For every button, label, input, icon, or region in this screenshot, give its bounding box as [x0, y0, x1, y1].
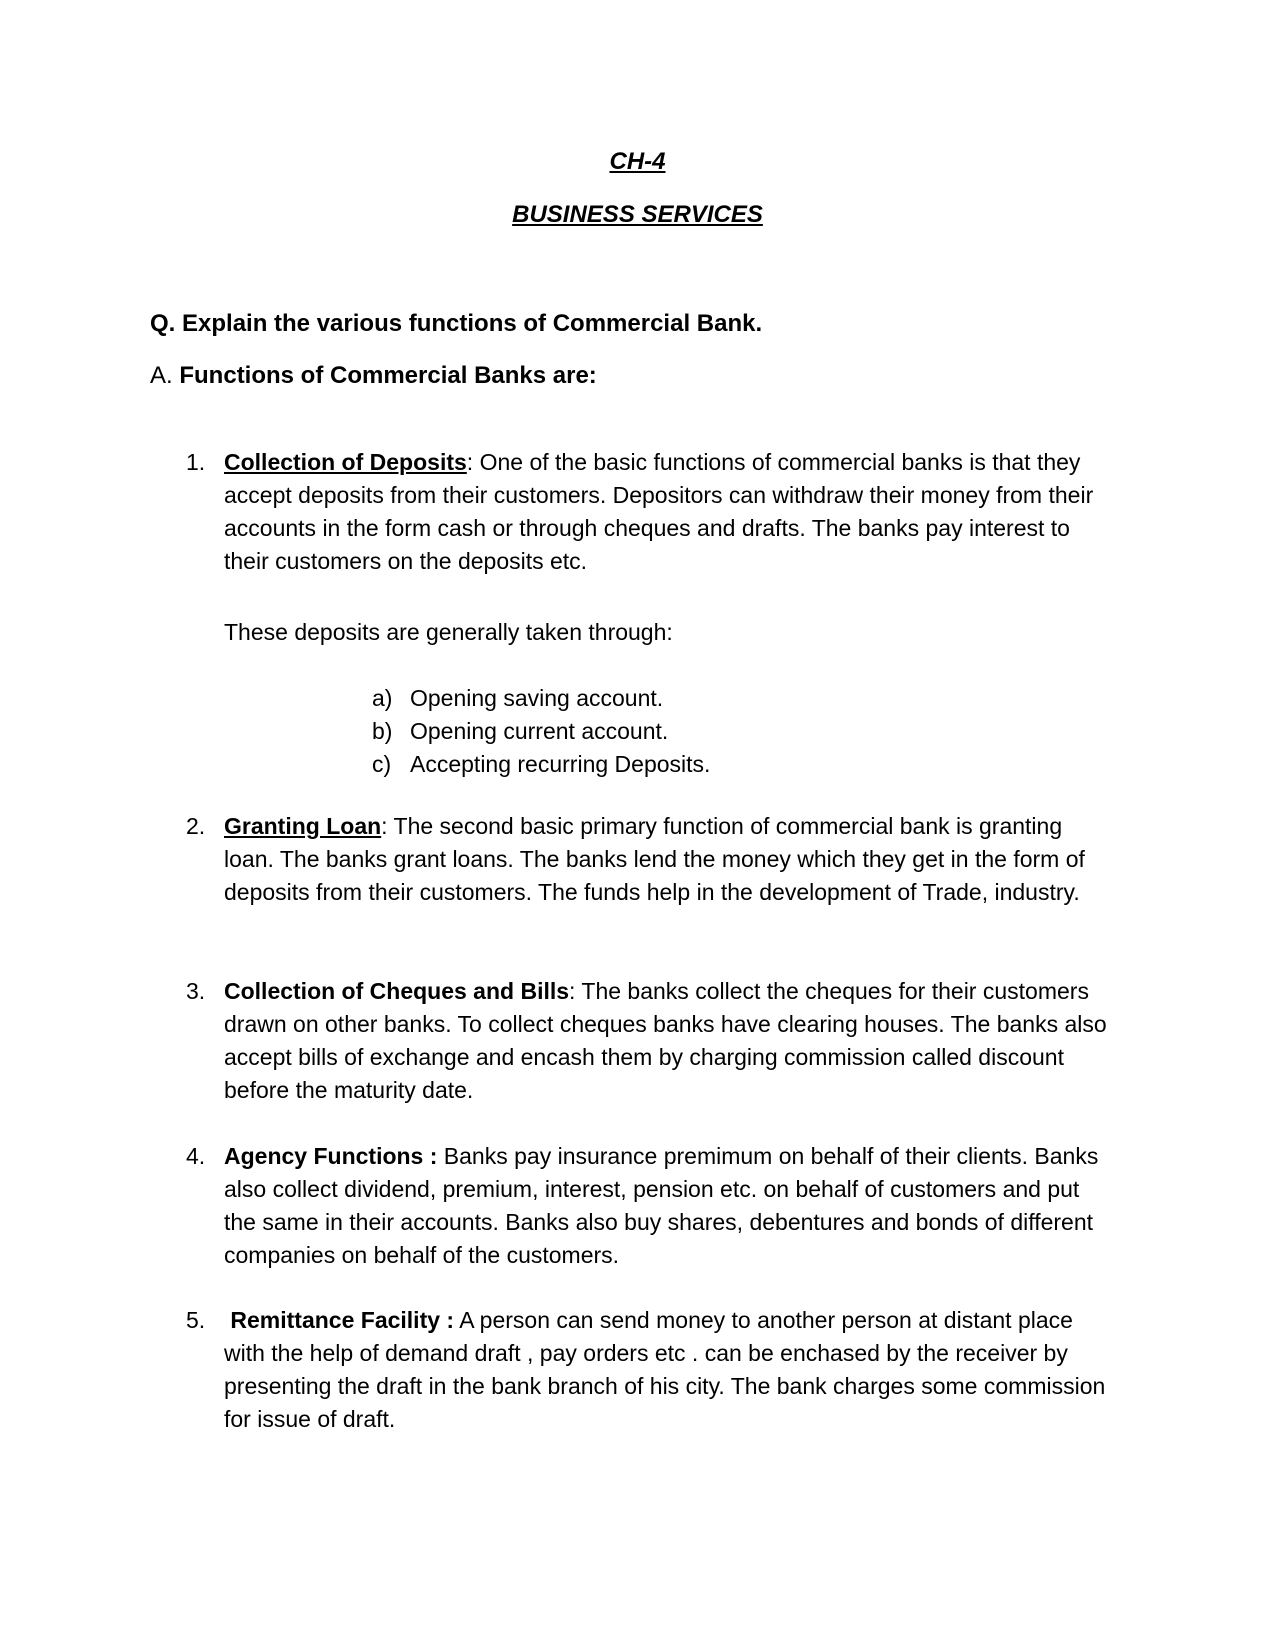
- item-term: Collection of Cheques and Bills: [224, 978, 570, 1004]
- item-number: 3.: [186, 978, 206, 1004]
- item-body: [224, 975, 1116, 1107]
- item-text: : The banks collect the cheques for their customers drawn on other banks. To collect cheques banks have clearing houses. The banks also accept bills of exchange and encash them by charging commission called discount before the maturity date.: [224, 978, 1107, 1103]
- item-number: 1.: [186, 449, 206, 475]
- deposit-types-list: [372, 682, 710, 781]
- item-letter: a): [372, 685, 393, 711]
- item-text: A person can send money to another person at distant place with the help of demand draft , pay orders etc . can be enchased by the receiver by presenting the draft in the bank branch of his city. The bank charges some commission for issue of draft.: [224, 1307, 1106, 1432]
- list-item: [186, 1140, 1116, 1272]
- item-term: Agency Functions :: [224, 1143, 438, 1169]
- item-text: Opening current account.: [410, 718, 669, 744]
- deposits-note: These deposits are generally taken through:: [224, 619, 673, 645]
- item-letter: c): [372, 751, 392, 777]
- item-text: Banks pay insurance premimum on behalf of their clients. Banks also collect dividend, premium, interest, pension etc. on behalf of customers and put the same in their accounts. Banks also buy shares, debentures and bonds of different companies on behalf of the customers.: [224, 1143, 1099, 1268]
- item-term: Collection of Deposits: [224, 449, 467, 475]
- list-item: [372, 715, 710, 748]
- answer-text: Functions of Commercial Banks are:: [179, 362, 597, 389]
- item-text: Opening saving account.: [410, 685, 664, 711]
- item-text: Accepting recurring Deposits.: [410, 751, 711, 777]
- chapter-title: BUSINESS SERVICES: [512, 201, 763, 228]
- item-body: [224, 1304, 1116, 1436]
- list-item: [186, 810, 1116, 909]
- list-item: [372, 748, 710, 781]
- item-body: [224, 446, 1116, 578]
- chapter-heading: CH-4: [609, 148, 666, 175]
- answer-intro: [150, 362, 597, 390]
- item-letter: b): [372, 718, 393, 744]
- item-body: [224, 810, 1116, 909]
- list-item: [186, 975, 1116, 1107]
- item-number: 5.: [186, 1307, 206, 1333]
- list-item: [372, 682, 710, 715]
- item-number: 4.: [186, 1143, 206, 1169]
- item-body: [224, 1140, 1116, 1272]
- item-number: 2.: [186, 813, 206, 839]
- item-term: Remittance Facility :: [230, 1307, 455, 1333]
- item-text: : The second basic primary function of commercial bank is granting loan. The banks grant loans. The banks lend the money which they get in the form of deposits from their customers. The funds help in the development of Trade, industry.: [224, 813, 1085, 905]
- list-item: [186, 446, 1116, 578]
- item-term: Granting Loan: [224, 813, 382, 839]
- list-item: [186, 1304, 1116, 1436]
- answer-prefix: A.: [150, 362, 173, 389]
- item-text: : One of the basic functions of commercial banks is that they accept deposits from their customers. Depositors can withdraw their money from their accounts in the form cash or through cheques and drafts. The banks pay interest to their customers on the deposits etc.: [224, 449, 1094, 574]
- question-text: Q. Explain the various functions of Commercial Bank.: [150, 310, 763, 337]
